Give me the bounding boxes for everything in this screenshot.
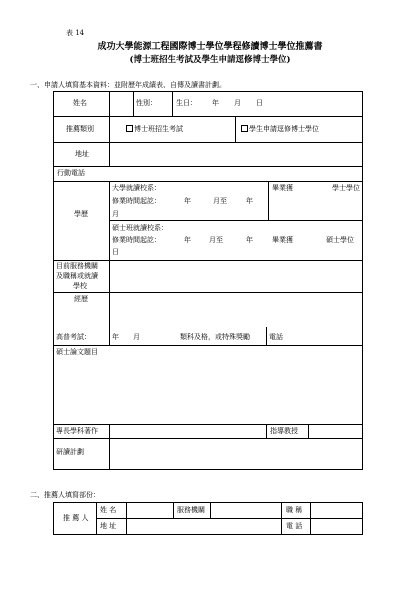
address-label: 地址 xyxy=(75,150,89,158)
direct-checkbox[interactable] xyxy=(241,125,248,132)
form-title: 成功大學能源工程國際博士學位學程修讀博士學位推薦書 xyxy=(97,42,323,52)
master-degree: 碩士學位 xyxy=(326,236,354,244)
recommender-label: 推 薦 人 xyxy=(63,514,89,522)
section1-heading: 一、申請人填寫基本資料：並附歷年成績表、自傳及讀書計劃。 xyxy=(30,81,226,89)
exam-checkbox[interactable] xyxy=(126,125,133,132)
univ-year-end: 年 xyxy=(246,197,253,205)
master-year-end: 年 xyxy=(246,236,253,244)
master-day-end: 日 xyxy=(112,248,119,256)
works-label: 專長學科著作 xyxy=(56,427,98,435)
name-field[interactable] xyxy=(110,92,132,115)
form-number: 表 14 xyxy=(66,29,85,37)
rec-title-label: 職 稱 xyxy=(286,506,303,514)
plan-label: 研讀計劃 xyxy=(56,448,84,456)
job-label-2: 及職稱或就讀 xyxy=(56,272,98,280)
thesis-label: 碩士論文題目 xyxy=(56,348,98,356)
exam-year: 年 xyxy=(112,333,119,341)
birth-day: 日 xyxy=(256,99,263,107)
form-subtitle: (博士班招生考試及學生申請逕修博士學位) xyxy=(129,55,291,65)
master-from: 月至 xyxy=(209,236,223,244)
option-exam[interactable] xyxy=(126,125,183,134)
master-period-label: 修業時間起訖： xyxy=(112,236,161,244)
education-label: 學歷 xyxy=(74,210,88,218)
option-direct-text: 學生申請逕修博士學位 xyxy=(249,125,319,133)
job-label-3: 學校 xyxy=(73,282,87,290)
exam-label: 高普考試： xyxy=(56,333,91,341)
phone-label: 電話 xyxy=(269,333,283,341)
thesis-field[interactable] xyxy=(54,358,362,423)
exam-month: 月 xyxy=(133,333,140,341)
job-label-1: 目前服務機關 xyxy=(56,262,98,270)
gender-label: 性別： xyxy=(136,99,157,107)
exam-pass: 類科及格，或特殊獎勵 xyxy=(180,333,250,341)
mobile-label: 行動電話 xyxy=(57,169,85,177)
experience-label: 經歷 xyxy=(74,295,88,303)
birth-label: 生日： xyxy=(176,99,197,107)
name-label: 姓名 xyxy=(73,99,87,107)
option-direct[interactable] xyxy=(241,125,319,134)
advisor-label: 指導教授 xyxy=(270,427,298,435)
experience-field[interactable] xyxy=(110,293,362,326)
rec-name-label: 姓 名 xyxy=(100,506,117,514)
bachelor-degree: 學士學位 xyxy=(332,184,360,192)
univ-from: 月至 xyxy=(213,197,227,205)
birth-year: 年 xyxy=(212,99,219,107)
plan-field[interactable] xyxy=(110,439,362,469)
master-year: 年 xyxy=(184,236,191,244)
rec-phone-label: 電 話 xyxy=(286,522,303,530)
section2-heading: 二、推薦人填寫部份： xyxy=(30,491,100,499)
master-graduate: 畢業獲 xyxy=(272,236,293,244)
category-label: 推薦類別 xyxy=(66,125,94,133)
univ-school-label: 大學就讀校系： xyxy=(112,184,161,192)
option-exam-text: 博士班招生考試 xyxy=(134,125,183,133)
birth-month: 月 xyxy=(234,99,241,107)
univ-month-end: 月 xyxy=(112,210,119,218)
univ-year: 年 xyxy=(184,197,191,205)
address-field[interactable] xyxy=(110,143,362,165)
univ-period-label: 修業時間起訖： xyxy=(112,197,161,205)
master-school-label: 碩士班就讀校系： xyxy=(112,224,168,232)
job-field[interactable] xyxy=(110,261,362,291)
rec-address-label: 地 址 xyxy=(100,522,117,530)
rec-org-label: 服務機關 xyxy=(177,506,205,514)
univ-graduate: 畢業獲 xyxy=(272,184,293,192)
